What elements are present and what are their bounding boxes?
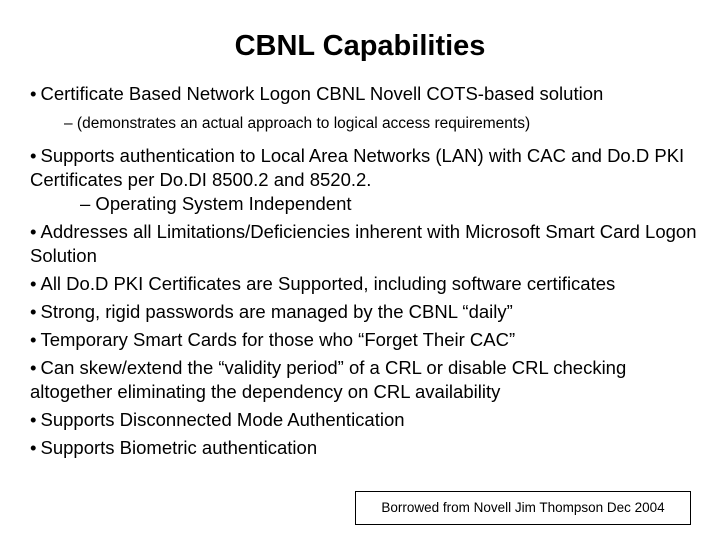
bullet-icon: • xyxy=(30,145,37,166)
bullet-text: Certificate Based Network Logon CBNL Novell COTS-based solution xyxy=(40,83,604,104)
bullet-text: Strong, rigid passwords are managed by the CBNL “daily” xyxy=(40,301,513,322)
bullet-icon: • xyxy=(30,329,37,350)
credit-box: Borrowed from Novell Jim Thompson Dec 2004 xyxy=(355,491,691,525)
bullet-item xyxy=(30,220,700,268)
sub-bullet-item: – (demonstrates an actual approach to logical access requirements) xyxy=(64,115,531,132)
bullet-item xyxy=(30,82,700,106)
bullet-icon: • xyxy=(30,357,37,378)
bullet-icon: • xyxy=(30,83,37,104)
bullet-icon: • xyxy=(30,409,37,430)
bullet-text: All Do.D PKI Certificates are Supported, including software certificates xyxy=(40,273,616,294)
bullet-text: Can skew/extend the “validity period” of a CRL or disable CRL checking altogether eliminating the dependency on CRL availability xyxy=(30,357,627,402)
sub-bullet-item: – Operating System Independent xyxy=(80,193,352,214)
bullet-item xyxy=(30,144,700,192)
bullet-icon: • xyxy=(30,437,37,458)
bullet-icon: • xyxy=(30,221,37,242)
slide-content xyxy=(30,82,700,460)
slide-title: CBNL Capabilities xyxy=(234,30,486,62)
bullet-icon: • xyxy=(30,301,37,322)
bullet-item xyxy=(30,436,700,460)
bullet-text: Supports authentication to Local Area Networks (LAN) with CAC and Do.D PKI Certificates per Do.DI 8500.2 and 8520.2. xyxy=(30,145,685,190)
bullet-item xyxy=(30,328,700,352)
bullet-text: Addresses all Limitations/Deficiencies inherent with Microsoft Smart Card Logon Solution xyxy=(30,221,697,266)
bullet-item xyxy=(30,356,700,404)
bullet-icon: • xyxy=(30,273,37,294)
bullet-item xyxy=(30,408,700,432)
bullet-text: Supports Disconnected Mode Authentication xyxy=(40,409,405,430)
bullet-text: Supports Biometric authentication xyxy=(40,437,318,458)
bullet-item xyxy=(30,300,700,324)
bullet-item xyxy=(30,272,700,296)
bullet-text: Temporary Smart Cards for those who “Forget Their CAC” xyxy=(40,329,516,350)
